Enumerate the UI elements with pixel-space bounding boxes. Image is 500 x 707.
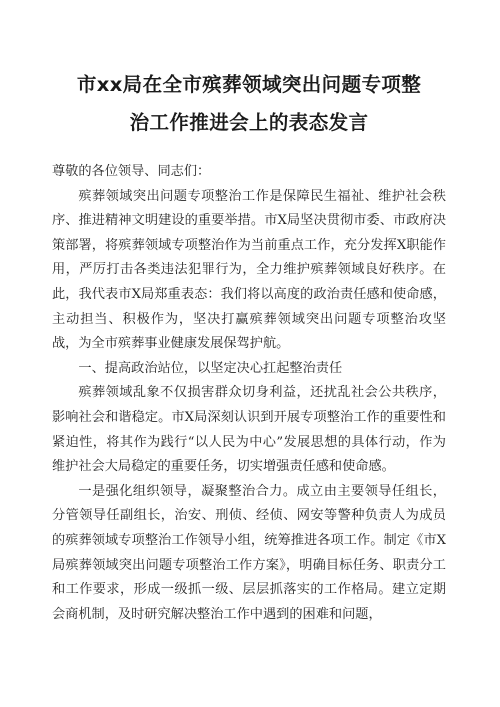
document-body (52, 160, 446, 627)
paragraph-section-1: 殡葬领域乱象不仅损害群众切身利益，还扰乱社会公共秩序，影响社会和谐稳定。市X局深刻认识到开展专项整治工作的重要性和紧迫性，将其作为践行“以人民为中心”发展思想的具体行动，作为维护社会大局稳定的重要任务，切实增强责任感和使命感。 (52, 385, 446, 475)
section-heading-1: 一、提高政治站位，以坚定决心扛起整治责任 (78, 360, 343, 376)
document-title-line-2: 治工作推进会上的表态发言 (129, 111, 369, 134)
salutation: 尊敬的各位领导、同志们： (52, 164, 211, 179)
paragraph-intro: 殡葬领域突出问题专项整治工作是保障民生福祉、维护社会秩序、推进精神文明建设的重要举措。市X局坚决贯彻市委、市政府决策部署，将殡葬领域专项整治作为当前重点工作，充分发挥X职能作用，严厉打击各类违法犯罪行为，全力维护殡葬领域良好秩序。在此，我代表市X局郑重表态：我们将以高度的政治责任感和使命感，主动担当、积极作为，坚决打赢殡葬领域突出问题专项整治攻坚战，为全市殡葬事业健康发展保驾护航。 (52, 188, 446, 352)
document-title-line-1: 市xx局在全市殡葬领域突出问题专项整 (76, 73, 422, 96)
paragraph-point-1: 一是强化组织领导，凝聚整治合力。成立由主要领导任组长，分管领导任副组长，治安、刑侦、经侦、网安等警种负责人为成员的殡葬领域专项整治工作领导小组，统筹推进各项工作。制定《市X局殡葬领域突出问题专项整治工作方案》，明确目标任务、职责分工和工作要求，形成一级抓一级、层层抓落实的工作格局。建立定期会商机制，及时研究解决整治工作中遇到的困难和问题， (52, 483, 446, 622)
